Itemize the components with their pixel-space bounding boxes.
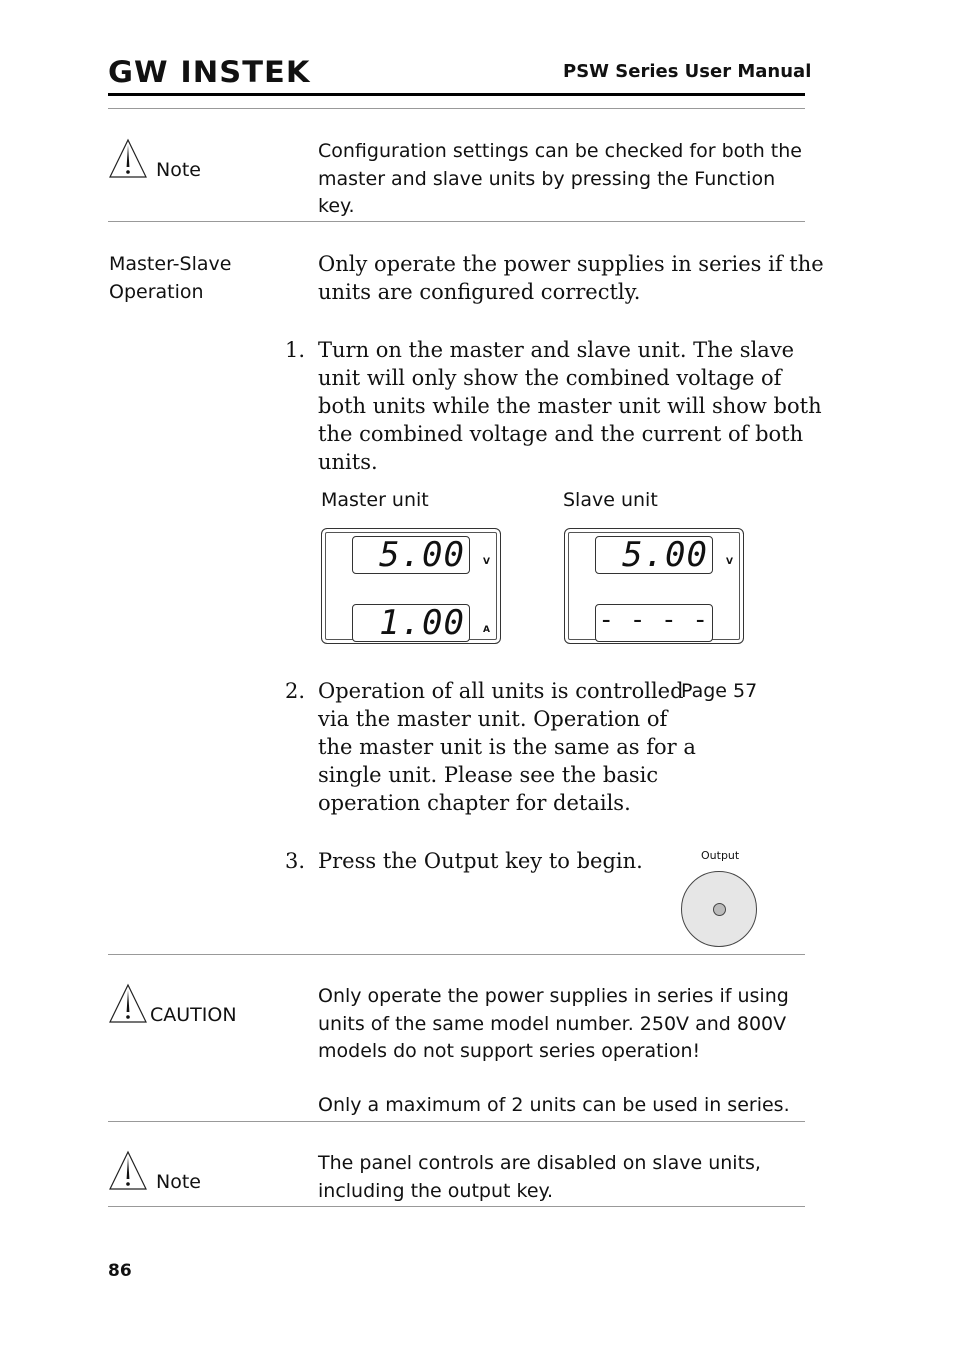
text-line: Turn on the master and slave unit. The slave [318,338,795,362]
section-intro [318,250,824,306]
voltage-display [595,536,713,574]
note-label: Note [156,1171,201,1193]
caution-extra: Only a maximum of 2 units can be used in series. [318,1094,790,1116]
voltage-reading: 5.00 [622,535,708,575]
page-number: 86 [108,1261,132,1281]
step-number: 2. [285,679,306,703]
slave-unit-label: Slave unit [563,489,658,511]
text-line: single unit. Please see the basic [318,763,659,787]
text-line: Operation [109,280,204,303]
voltage-unit: V [726,557,733,567]
divider [108,1121,805,1122]
divider [108,1206,805,1207]
divider [108,954,805,955]
warning-icon [108,1150,148,1190]
text-line: The panel controls are disabled on slave units, [318,1152,761,1174]
output-led-icon [713,903,726,916]
header-rule [108,93,805,96]
voltage-unit: V [483,557,490,567]
text-line: models do not support series operation! [318,1040,701,1062]
output-key-icon [681,871,757,947]
current-unit: A [483,625,490,635]
text-line: Only operate the power supplies in series if using [318,985,789,1007]
text-line: Master-Slave [109,253,232,275]
caution-label: CAUTION [150,1004,237,1026]
text-line: via the master unit. Operation of [318,707,668,731]
output-key-label: Output [701,849,740,862]
text-line: unit will only show the combined voltage of [318,366,782,390]
text-line: units of the same model number. 250V and 800V [318,1012,787,1035]
voltage-reading: 5.00 [379,535,465,575]
step-number: 3. [285,849,306,873]
text-line: Press the Output key to begin. [318,849,643,873]
note-text [318,138,802,221]
step-text [318,677,696,817]
text-line: master and slave units by pressing the Function [318,167,776,190]
text-line: operation chapter for details. [318,791,631,815]
text-line: Only operate the power supplies in series if the [318,252,824,276]
slave-display-panel [564,528,744,644]
text-line: the combined voltage and the current of both [318,422,804,446]
master-unit-label: Master unit [321,489,429,511]
warning-icon [108,138,148,178]
caution-text [318,983,789,1066]
divider [108,108,805,109]
step-number: 1. [285,338,306,362]
caution-icon [108,983,148,1023]
text-line: the master unit is the same as for a [318,735,696,759]
step-text [318,847,643,875]
text-line: units are configured correctly. [318,280,641,304]
text-line: units. [318,450,378,474]
current-display [352,604,470,642]
master-display-panel [321,528,501,644]
gw-instek-logo: GW INSTEK [108,55,311,89]
manual-title: PSW Series User Manual [563,61,812,82]
text-line: Configuration settings can be checked for both the [318,140,802,162]
blank-reading: - - - - [598,605,708,635]
current-reading: 1.00 [379,603,465,643]
text-line: key. [318,195,355,217]
divider [108,221,805,222]
text-line: both units while the master unit will show both [318,394,822,418]
note-label: Note [156,159,201,181]
section-heading [109,251,231,306]
step-text [318,336,822,476]
current-display-blank [595,604,713,642]
voltage-display [352,536,470,574]
note-text [318,1150,761,1205]
page-reference: Page 57 [681,680,758,702]
text-line: Operation of all units is controlled [318,679,684,703]
text-line: including the output key. [318,1179,554,1202]
